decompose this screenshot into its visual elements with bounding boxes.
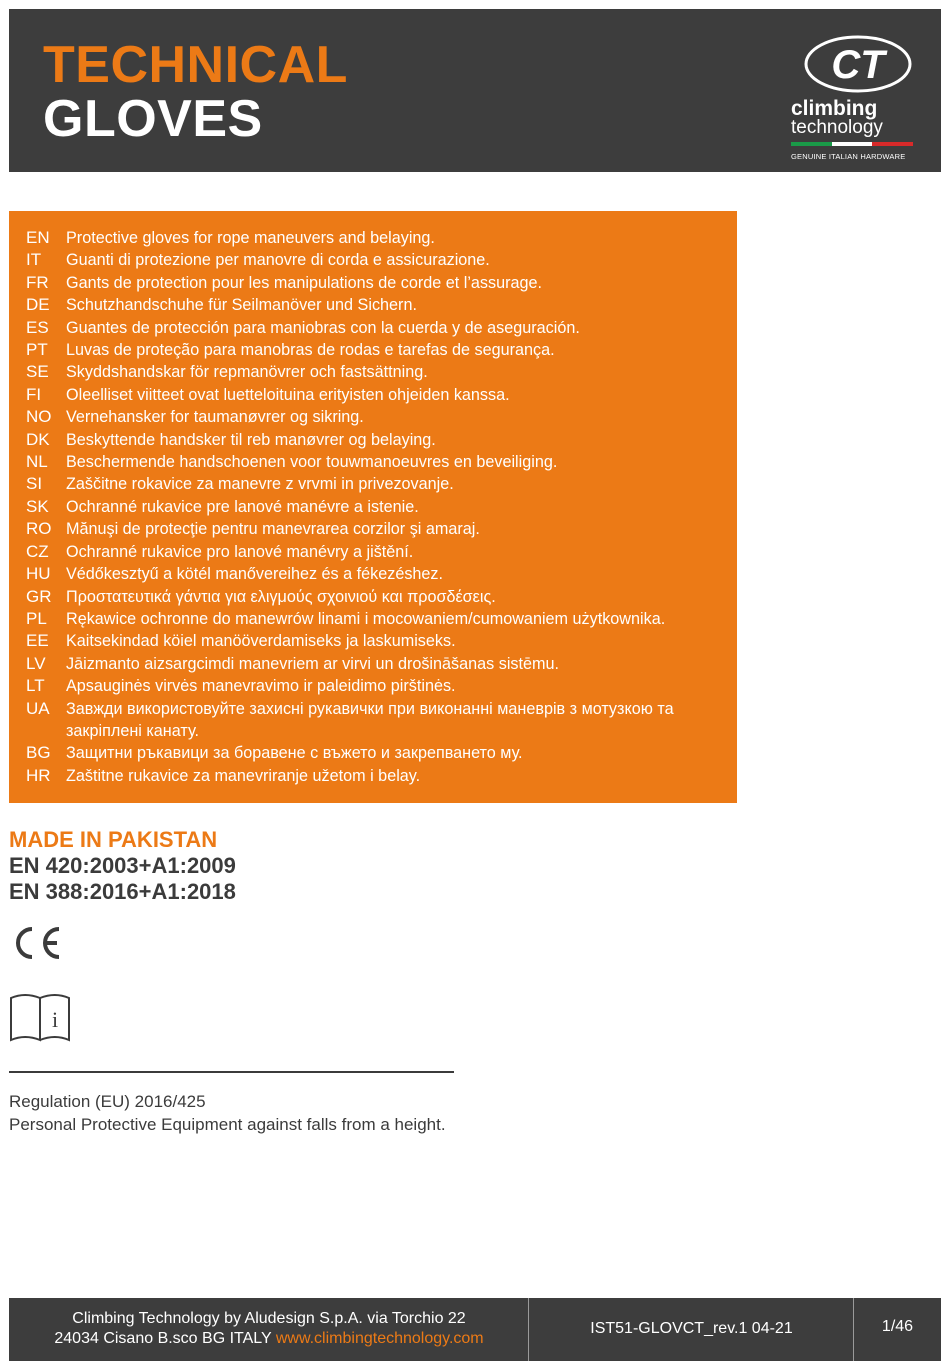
language-text: Oleelliset viitteet ovat luetteloituina erityisten ohjeiden kanssa. (66, 385, 510, 404)
language-text: Beschermende handschoenen voor touwmanoeuvres en beveiliging. (66, 453, 558, 472)
made-in-label: MADE IN PAKISTAN (9, 827, 218, 852)
language-text: Завжди використовуйте захисні рукавички при виконанні маневрів з мотузкою та закріплені канату. (66, 699, 674, 740)
language-code: CZ (26, 541, 49, 561)
language-text: Védőkesztyű a kötél manővereihez és a fékezéshez. (66, 565, 444, 584)
language-row (26, 227, 737, 249)
language-text: Mănuşi de protecţie pentru manevrarea corzilor şi amaraj. (66, 520, 480, 539)
language-text: Guantes de protección para maniobras con la cuerda y de aseguración. (66, 318, 580, 337)
language-text: Skyddshandskar för repmanövrer och fastsättning. (66, 363, 428, 382)
standard-en420: EN 420:2003+A1:2009 (9, 853, 236, 878)
language-text: Ochranné rukavice pro lanové manévry a jištění. (66, 542, 414, 561)
language-row (26, 317, 737, 339)
regulation-description: Personal Protective Equipment against falls from a height. (9, 1115, 446, 1134)
language-text: Schutzhandschuhe für Seilmanöver und Sichern. (66, 296, 417, 315)
svg-text:CT: CT (831, 43, 885, 87)
title-gloves: GLOVES (43, 90, 263, 148)
language-row (26, 451, 737, 473)
language-row (26, 518, 737, 540)
footer-address-line2 (9, 1329, 529, 1349)
regulation-reference: Regulation (EU) 2016/425 (9, 1092, 206, 1111)
language-row (26, 541, 737, 563)
language-row (26, 608, 737, 630)
language-code: HR (26, 765, 51, 785)
header-banner (9, 9, 941, 172)
language-code: SE (26, 362, 49, 382)
language-row (26, 630, 737, 652)
language-code: LV (26, 653, 46, 673)
language-text: Gants de protection pour les manipulations de corde et l’assurage. (66, 273, 543, 292)
language-code: UA (26, 698, 50, 718)
language-text: Защитни ръкавици за боравене с въжето и закрепването му. (66, 744, 523, 763)
language-code: HU (26, 564, 51, 584)
language-row (26, 586, 737, 608)
language-row (26, 742, 737, 764)
language-code: GR (26, 586, 52, 606)
footer-doc-block (529, 1298, 854, 1361)
language-code: NO (26, 407, 52, 427)
language-code: EN (26, 228, 50, 247)
title-technical: TECHNICAL (43, 36, 348, 94)
language-code: SK (26, 496, 49, 516)
footer-bar (9, 1298, 941, 1361)
footer-address-block (9, 1298, 529, 1361)
logo-word-climbing: climbing (791, 97, 878, 120)
logo-tagline: GENUINE ITALIAN HARDWARE (791, 152, 906, 161)
section-divider (9, 1071, 454, 1073)
language-text: Jāizmanto aizsargcimdi manevriem ar virvi un drošināšanas sistēmu. (66, 654, 559, 673)
language-text: Zaščitne rokavice za manevre z vrvmi in privezovanje. (66, 475, 454, 494)
footer-city: 24034 Cisano B.sco BG ITALY (54, 1330, 276, 1347)
language-code: DK (26, 429, 50, 449)
language-text: Apsauginės virvės manevravimo ir paleidimo pirštinės. (66, 677, 456, 696)
language-code: FR (26, 272, 49, 292)
read-instructions-icon (9, 990, 71, 1042)
language-code: NL (26, 452, 48, 472)
language-row (26, 361, 737, 383)
language-code: FI (26, 384, 42, 404)
language-text: Rękawice ochronne do manewrów linami i mocowaniem/cumowaniem użytkownika. (66, 609, 666, 628)
language-row (26, 429, 737, 451)
language-row (26, 272, 737, 294)
language-row (26, 653, 737, 675)
ct-logo-icon (803, 33, 913, 95)
language-text: Beskyttende handsker til reb manøvrer og belaying. (66, 430, 436, 449)
language-row (26, 563, 737, 585)
language-code: PL (26, 608, 47, 628)
language-text: Protective gloves for rope maneuvers and belaying. (66, 229, 435, 247)
language-code: PT (26, 340, 48, 360)
language-code: IT (26, 250, 42, 270)
language-code: LT (26, 676, 45, 696)
brand-logo (789, 33, 924, 163)
language-text: Luvas de proteção para manobras de rodas e tarefas de segurança. (66, 341, 555, 360)
language-row (26, 249, 737, 271)
language-code: EE (26, 631, 49, 651)
language-text: Vernehansker for taumanøvrer og sikring. (66, 408, 364, 427)
page-number: 1/46 (881, 1318, 914, 1335)
language-row (26, 496, 737, 518)
italian-flag-stripe (791, 142, 913, 146)
language-row (26, 406, 737, 428)
language-text: Guanti di protezione per manovre di corda e assicurazione. (66, 251, 490, 270)
language-code: ES (26, 317, 49, 337)
language-row (26, 339, 737, 361)
language-text: Προστατευτικά γάντια για ελιγμούς σχοινιού και προσδέσεις. (66, 587, 496, 606)
language-row (26, 675, 737, 697)
svg-text:i: i (51, 1007, 59, 1032)
footer-address-line1: Climbing Technology by Aludesign S.p.A. via Torchio 22 (72, 1310, 466, 1327)
language-row (26, 473, 737, 495)
logo-word-technology: technology (791, 117, 883, 138)
document-code: IST51-GLOVCT_rev.1 04-21 (590, 1320, 793, 1337)
language-text: Kaitsekindad köiel manööverdamiseks ja laskumiseks. (66, 632, 456, 651)
language-row (26, 765, 737, 787)
language-row (26, 294, 737, 316)
language-code: DE (26, 295, 50, 315)
language-code: BG (26, 743, 51, 763)
language-code: SI (26, 474, 43, 494)
language-code: RO (26, 519, 52, 539)
ce-mark-icon (10, 926, 62, 960)
standard-en388: EN 388:2016+A1:2018 (9, 879, 236, 904)
language-text: Ochranné rukavice pre lanové manévre a istenie. (66, 497, 419, 516)
language-text: Zaštitne rukavice za manevriranje užetom i belay. (66, 766, 421, 785)
language-row (26, 384, 737, 406)
language-description-box (9, 211, 737, 803)
language-row (26, 698, 737, 743)
website-link[interactable]: www.climbingtechnology.com (275, 1330, 484, 1347)
